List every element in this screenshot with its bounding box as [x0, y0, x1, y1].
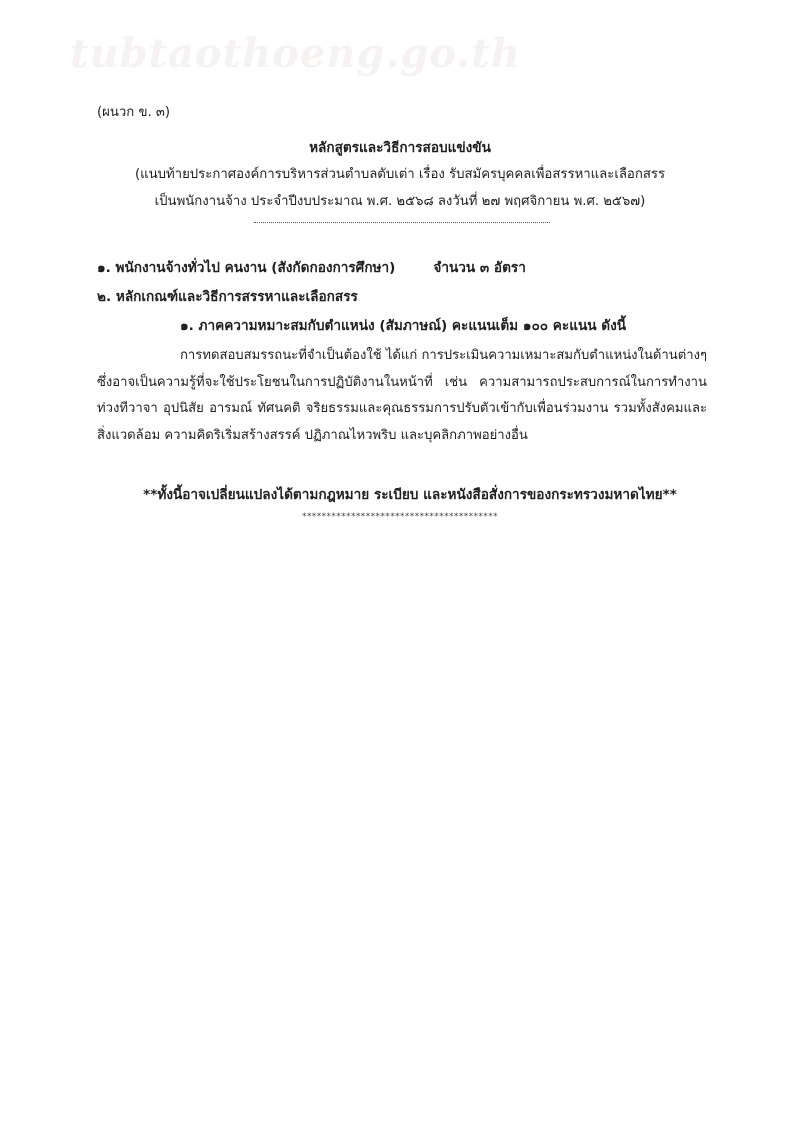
dotted-divider [254, 222, 550, 223]
subtitle-line-1: (แนบท้ายประกาศองค์การบริหารส่วนตำบลตับเต่า เรื่อง รับสมัครบุคคลเพื่อสรรหาและเลือกสรร [134, 167, 666, 182]
section-2-1-paragraph: การทดสอบสมรรถนะที่จำเป็นต้องใช้ ได้แก่ การประเมินความเหมาะสมกับตำแหน่งในด้านต่างๆ ซึ่งอาจเป็นความรู้ที่จะใช้ประโยชนในการปฏิบัติงานในหน้าที่ เช่น ความสามารถประสบการณ์ในการทำงาน ท่วงทีวาจา อุปนิสัย อารมณ์ ทัศนคติ จริยธรรมและคุณธรรมการปรับตัวเข้ากับเพื่อนร่วมงาน รวมทั้งสังคมและสิ่งแวดล้อม ความคิดริเริ่มสร้างสรรค์ ปฏิภาณไหวพริบ และบุคลิกภาพอย่างอื่น [97, 348, 707, 443]
section-2-1-heading: ๑. ภาคความหมาะสมกับตำแหน่ง (สัมภาษณ์) คะแนนเต็ม ๑๐๐ คะแนน ดังนี้ [180, 318, 627, 334]
footer-note: **ทั้งนี้อาจเปลี่ยนแปลงได้ตามกฎหมาย ระเบียบ และหนังสือสั่งการของกระทรวงมหาดไทย** [143, 487, 677, 503]
section-2-heading: ๒. หลักเกณฑ์และวิธีการสรรหาและเลือกสรร [97, 289, 358, 305]
watermark: tubtaothoeng.go.th [70, 30, 521, 77]
section-1-label: ๑. พนักงานจ้างทั่วไป คนงาน (สังกัดกองการศึกษา) [97, 260, 396, 276]
footer-stars: **************************************** [302, 512, 498, 522]
section-1-count: จำนวน ๓ อัตรา [433, 260, 526, 276]
document-title: หลักสูตรและวิธีการสอบแข่งขัน [309, 140, 491, 156]
subtitle-line-2: เป็นพนักงานจ้าง ประจำปีงบประมาณ พ.ศ. ๒๕๖๘ ลงวันที่ ๒๗ พฤศจิกายน พ.ศ. ๒๕๖๗) [154, 194, 646, 209]
section-1-heading [97, 259, 526, 277]
annex-label: (ผนวก ข. ๓) [97, 105, 171, 120]
